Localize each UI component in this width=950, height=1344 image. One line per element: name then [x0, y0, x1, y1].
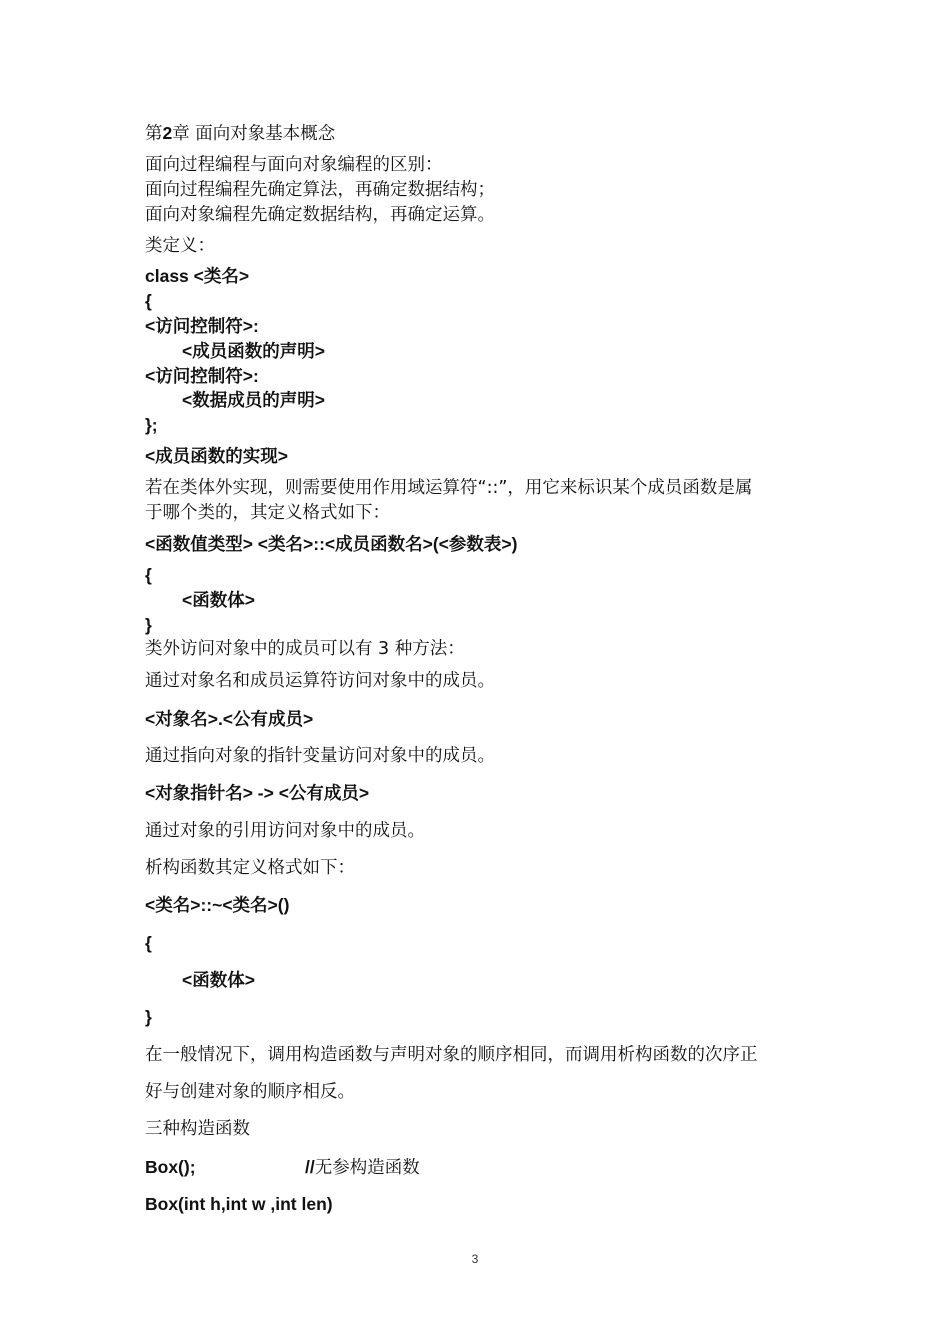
class-access-1: <访问控制符>:: [145, 316, 259, 336]
class-keyword-line: class <类名>: [145, 266, 250, 286]
impl-desc-2: 于哪个类的，其定义格式如下：: [145, 503, 390, 523]
impl-desc-1: 若在类体外实现，则需要使用作用域运算符“::”，用它来标识某个成员函数是属: [145, 478, 753, 498]
access-method-2: 通过指向对象的指针变量访问对象中的成员。: [145, 746, 495, 766]
impl-open: {: [145, 565, 152, 585]
destructor-open: {: [145, 933, 152, 953]
chapter-title: 第2章 面向对象基本概念: [145, 123, 336, 144]
class-open-brace: {: [145, 291, 152, 311]
access-method-1: 通过对象名和成员运算符访问对象中的成员。: [145, 671, 495, 691]
constructor-1-comment: //无参构造函数: [305, 1157, 420, 1178]
constructor-1-code: Box();: [145, 1157, 196, 1177]
destructor-order-2: 好与创建对象的顺序相反。: [145, 1082, 355, 1102]
impl-signature: <函数值类型> <类名>::<成员函数名>(<参数表>): [145, 534, 518, 554]
destructor-close: }: [145, 1007, 152, 1027]
class-def-heading: 类定义：: [145, 236, 215, 256]
intro-line-1: 面向过程编程与面向对象编程的区别：: [145, 155, 443, 175]
intro-line-2: 面向过程编程先确定算法，再确定数据结构；: [145, 180, 495, 200]
impl-heading: <成员函数的实现>: [145, 446, 288, 466]
access-method-3: 通过对象的引用访问对象中的成员。: [145, 821, 425, 841]
class-member-fn: <成员函数的声明>: [182, 341, 325, 361]
destructor-body: <函数体>: [182, 970, 255, 990]
destructor-heading: 析构函数其定义格式如下：: [145, 858, 355, 878]
page-number: 3: [471, 1252, 479, 1266]
intro-line-3: 面向对象编程先确定数据结构，再确定运算。: [145, 205, 495, 225]
impl-body: <函数体>: [182, 590, 255, 610]
class-close: };: [145, 415, 158, 435]
constructors-heading: 三种构造函数: [145, 1119, 250, 1139]
constructor-2-code: Box(int h,int w ,int len): [145, 1194, 333, 1214]
impl-close: }: [145, 615, 152, 635]
access-method-2-syntax: <对象指针名> -> <公有成员>: [145, 783, 370, 803]
destructor-order-1: 在一般情况下，调用构造函数与声明对象的顺序相同，而调用析构函数的次序正: [145, 1045, 758, 1065]
class-data-member: <数据成员的声明>: [182, 390, 325, 410]
class-access-2: <访问控制符>:: [145, 366, 259, 386]
destructor-signature: <类名>::~<类名>(): [145, 895, 290, 915]
access-heading: 类外访问对象中的成员可以有 3 种方法：: [145, 639, 465, 659]
access-method-1-syntax: <对象名>.<公有成员>: [145, 709, 314, 729]
